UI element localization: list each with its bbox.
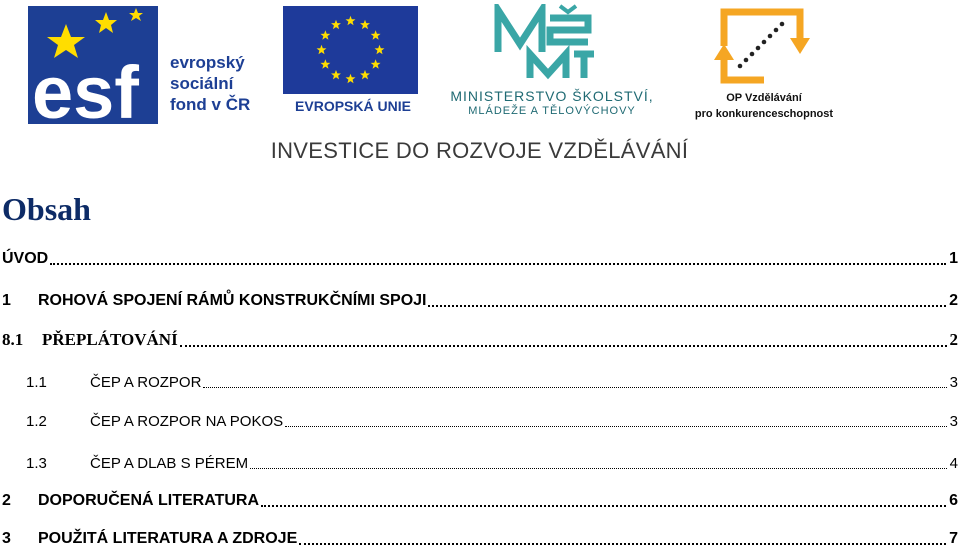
toc-leader: [299, 543, 946, 545]
toc-entry-page: 6: [949, 492, 958, 509]
toc-entry-page: 2: [949, 292, 958, 309]
toc-entry-number: 8.1: [2, 330, 24, 349]
esf-text-line: fond v ČR: [170, 95, 251, 114]
op-line2: pro konkurenceschopnost: [694, 108, 834, 120]
toc-entry-number: 1: [2, 292, 11, 309]
eu-flag-icon: [283, 6, 418, 94]
toc-entry-label: DOPORUČENÁ LITERATURA: [38, 492, 260, 509]
msmt-mark-icon: [490, 4, 600, 82]
eu-logo: [283, 6, 423, 124]
toc-entry-number: 2: [2, 492, 11, 509]
toc-leader: [250, 468, 947, 469]
op-line1: OP Vzdělávání: [726, 92, 802, 104]
toc-entry-label: ČEP A ROZPOR: [90, 374, 202, 391]
toc-entry-label: POUŽITÁ LITERATURA A ZDROJE: [38, 530, 298, 547]
op-logo: [684, 6, 844, 124]
toc-leader: [285, 426, 947, 427]
toc-leader: [180, 345, 947, 347]
toc-entry-page: 1: [949, 250, 958, 267]
esf-logo: [28, 6, 278, 124]
msmt-line2: MLÁDEŽE A TĚLOVÝCHOVY: [468, 105, 636, 117]
toc-entry-label: ÚVOD: [2, 250, 49, 267]
toc-leader: [50, 263, 946, 265]
toc-entry-3[interactable]: [2, 526, 958, 548]
toc-entry-number: 3: [2, 530, 11, 547]
toc-entry-number: 1.2: [26, 413, 47, 430]
toc-entry-page: 2: [949, 330, 958, 349]
op-arrow-icon: [714, 6, 810, 86]
toc-entry-page: 7: [949, 530, 958, 547]
esf-text-line: sociální: [170, 74, 234, 93]
toc-entry-2[interactable]: [2, 488, 958, 510]
toc-entry-1-3[interactable]: [2, 450, 958, 472]
toc-entry-1[interactable]: [2, 288, 958, 310]
toc-entry-1-1[interactable]: [2, 369, 958, 391]
svg-text:esf: esf: [32, 51, 139, 124]
toc-entry-page: 4: [949, 455, 958, 472]
toc-entry-page: 3: [949, 413, 958, 430]
msmt-line1: MINISTERSTVO ŠKOLSTVÍ,: [450, 88, 654, 104]
eu-label: EVROPSKÁ UNIE: [295, 98, 411, 114]
toc-entry-number: 1.1: [26, 374, 47, 391]
toc-entry-1-2[interactable]: [2, 408, 958, 430]
esf-text-line: evropský: [170, 53, 245, 72]
toc-entry-number: 1.3: [26, 455, 47, 472]
msmt-logo: [432, 4, 672, 124]
toc-title: Obsah: [2, 191, 91, 227]
toc-entry-uvod[interactable]: [2, 246, 958, 268]
toc-entry-8-1[interactable]: [2, 328, 958, 350]
toc-leader: [261, 505, 946, 507]
toc-entry-label: ROHOVÁ SPOJENÍ RÁMŮ KONSTRUKČNÍMI SPOJI: [38, 292, 427, 309]
esf-flag-icon: [28, 6, 158, 124]
toc-leader: [428, 305, 946, 307]
toc-entry-label: ČEP A DLAB S PÉREM: [90, 455, 249, 472]
toc-leader: [203, 387, 946, 388]
toc-entry-page: 3: [949, 374, 958, 391]
investice-banner: INVESTICE DO ROZVOJE VZDĚLÁVÁNÍ: [270, 138, 689, 163]
toc-entry-label: PŘEPLÁTOVÁNÍ: [42, 330, 178, 349]
toc-entry-label: ČEP A ROZPOR NA POKOS: [90, 413, 284, 430]
